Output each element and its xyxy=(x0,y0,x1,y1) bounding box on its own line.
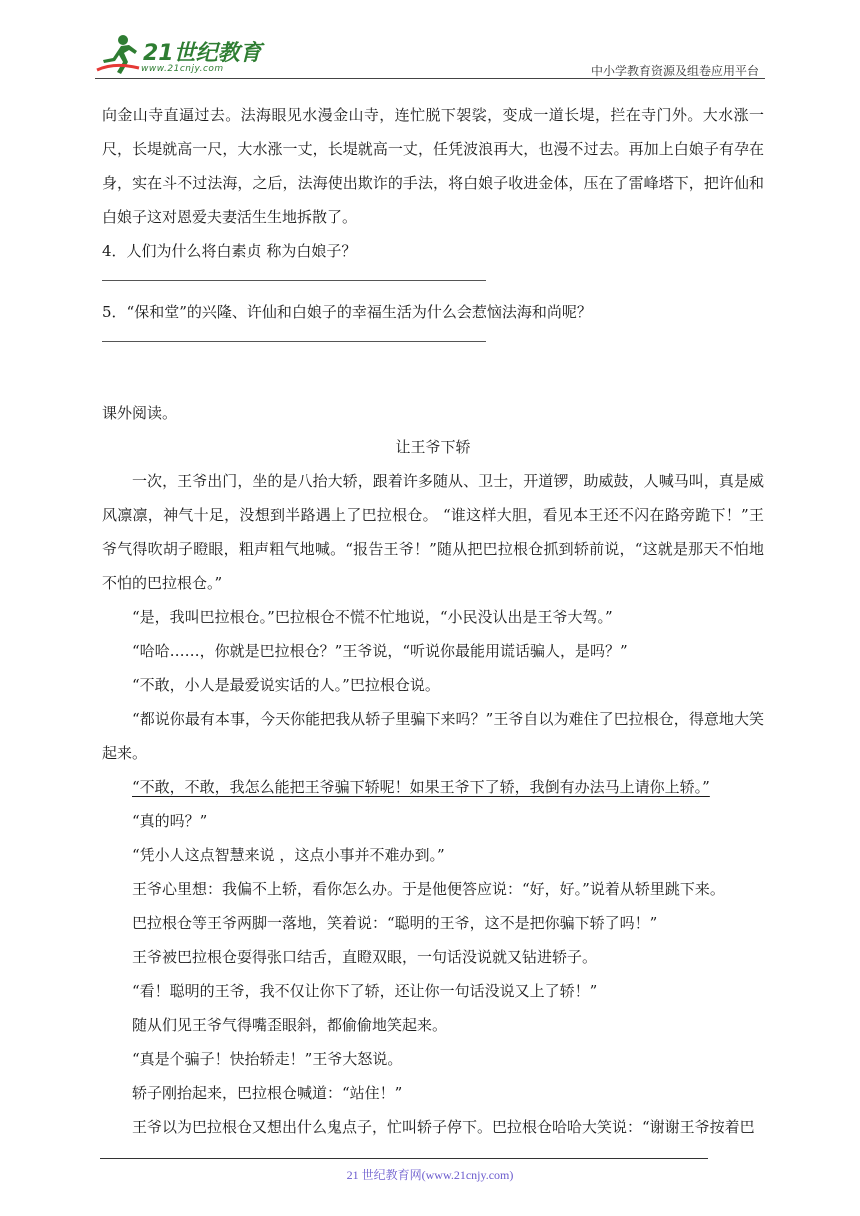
story-line: 王爷心里想：我偏不上轿，看你怎么办。于是他便答应说：“好，好。”说着从轿里跳下来。 xyxy=(132,880,725,898)
story-line: 随从们见王爷气得嘴歪眼斜，都偷偷地笑起来。 xyxy=(132,1016,448,1034)
story-line: 巴拉根仓等王爷两脚一落地，笑着说：“聪明的王爷，这不是把你骗下轿了吗！” xyxy=(132,914,658,932)
platform-name: 中小学教育资源及组卷应用平台 xyxy=(590,64,759,78)
story-line: “真是个骗子！快抬轿走！”王爷大怒说。 xyxy=(132,1050,403,1068)
question-5: 5．“保和堂”的兴隆、许仙和白娘子的幸福生活为什么会惹恼法海和尚呢？ xyxy=(102,303,592,321)
spacer xyxy=(102,356,764,396)
story-line: “真的吗？” xyxy=(132,812,208,830)
site-logo xyxy=(95,30,265,80)
logo-text: 21世纪教育 xyxy=(143,41,262,66)
story-line: 王爷以为巴拉根仓又想出什么鬼点子，忙叫轿子停下。巴拉根仓哈哈大笑说：“谢谢王爷按着巴 xyxy=(132,1118,755,1136)
story-line: “不敢，小人是最爱说实话的人。”巴拉根仓说。 xyxy=(132,676,440,694)
section-label: 课外阅读。 xyxy=(102,404,178,422)
story-line: “看！聪明的王爷，我不仅让你下了轿，还让你一句话没说又上了轿！” xyxy=(132,982,598,1000)
question-4: 4．人们为什么将白素贞 称为白娘子？ xyxy=(102,242,357,260)
passage-ending: 向金山寺直逼过去。法海眼见水漫金山寺，连忙脱下袈裟，变成一道长堤，拦在寺门外。大水涨一尺，长堤就高一尺，大水涨一丈，长堤就高一丈，任凭波浪再大，也漫不过去。再加上白娘子有孕在身，实在斗不过法海，之后，法海使出欺诈的手法，将白娘子收进金体，压在了雷峰塔下，把许仙和白娘子这对恩爱夫妻活生生地拆散了。 xyxy=(102,106,764,226)
answer-line-4[interactable] xyxy=(102,280,486,281)
page-footer[interactable]: 21 世纪教育网(www.21cnjy.com) xyxy=(346,1168,514,1182)
story-line: 王爷被巴拉根仓耍得张口结舌，直瞪双眼，一句话没说就又钻进轿子。 xyxy=(132,948,598,966)
logo-url: www.21cnjy.com xyxy=(141,64,224,74)
story-line: “哈哈……，你就是巴拉根仓？”王爷说，“听说你最能用谎话骗人，是吗？” xyxy=(132,642,628,660)
document-body xyxy=(102,98,764,1144)
header-divider xyxy=(95,78,765,79)
underlined-text: “不敢，不敢，我怎么能把王爷骗下轿呢！如果王爷下了轿，我倒有办法马上请你上轿。” xyxy=(132,778,710,796)
story-paragraph-1: 一次，王爷出门，坐的是八抬大轿，跟着许多随从、卫士，开道锣，助威鼓，人喊马叫，真是威风凛凛，神气十足，没想到半路遇上了巴拉根仓。 “谁这样大胆，看见本王还不闪在路旁跪下！”王爷气得吹胡子瞪眼，粗声粗气地喊。“报告王爷！”随从把巴拉根仓抓到轿前说，“这就是那天不怕地不怕的巴拉根仓。” xyxy=(102,472,764,592)
story-line: “凭小人这点智慧来说 ，这点小事并不难办到。” xyxy=(132,846,445,864)
story-line: “是，我叫巴拉根仓。”巴拉根仓不慌不忙地说，“小民没认出是王爷大驾。” xyxy=(132,608,613,626)
underlined-sentence xyxy=(102,770,764,804)
story-title: 让王爷下轿 xyxy=(395,438,471,456)
page-header xyxy=(95,30,765,80)
footer-divider xyxy=(100,1158,708,1159)
story-line: “都说你最有本事，今天你能把我从轿子里骗下来吗？”王爷自以为难住了巴拉根仓，得意地大笑起来。 xyxy=(102,710,764,762)
runner-logo-icon xyxy=(95,32,141,78)
answer-line-5[interactable] xyxy=(102,341,486,342)
story-line: 轿子刚抬起来，巴拉根仓喊道：“站住！” xyxy=(132,1084,403,1102)
